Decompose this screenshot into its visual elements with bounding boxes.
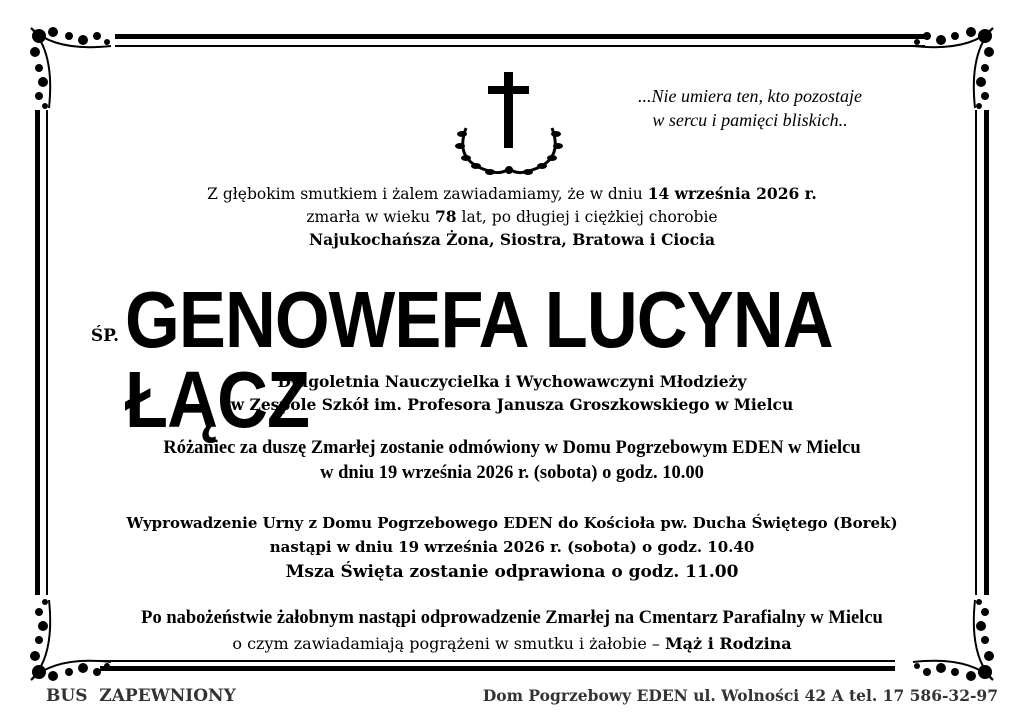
description-line-1: Długoletnia Nauczycielka i Wychowawczyni Młodzieży [277,372,747,391]
closing-line-1: Po nabożeństwie żałobnym nastąpi odprowadzenie Zmarłej na Cmentarz Parafialny w Mielcu [141,608,883,628]
deceased-name: GENOWEFA LUCYNA ŁĄCZ [125,275,831,444]
death-date: 14 września 2026 r. [647,184,817,203]
memorial-verse [560,84,940,132]
top-border-thin [115,45,925,47]
verse-line-1: ...Nie umiera ten, kto pozostaje [638,86,862,106]
name-prefix: ŚP. [90,326,120,346]
closing-line-2 [60,634,964,653]
age-prefix: zmarła w wieku [306,208,435,226]
corner-ornament-top-left-icon [25,22,115,112]
top-border-thick [115,34,925,39]
announcement-line-1 [60,184,964,203]
age-suffix: lat, po długiej i ciężkiej chorobie [456,208,718,226]
mass-line: Msza Święta zostanie odprawiona o godz. 11.00 [285,562,739,582]
rosary-line-1: Różaniec za duszę Zmarłej zostanie odmówiony w Domu Pogrzebowym EDEN w Mielcu [163,438,861,458]
bottom-border-thin [100,660,895,662]
procession-line-2: nastąpi w dniu 19 września 2026 r. (sobota) o godz. 10.40 [269,538,755,556]
closing-text: o czym zawiadamiają pogrążeni w smutku i żałobie – [232,634,665,653]
bus-notice: BUS ZAPEWNIONY [46,686,236,706]
announcement-text: Z głębokim smutkiem i żalem zawiadamiamy, że w dniu [207,185,648,203]
bottom-border-thick [100,666,895,671]
age-value: 78 [435,207,457,226]
cross-wreath-icon [446,68,572,180]
procession-line-1: Wyprowadzenie Urny z Domu Pogrzebowego EDEN do Kościoła pw. Ducha Świętego (Borek) [126,514,898,532]
rosary-line-2: w dniu 19 września 2026 r. (sobota) o godz. 10.00 [320,463,704,483]
announcement-line-2 [60,207,964,226]
verse-line-2: w sercu i pamięci bliskich.. [652,110,848,130]
relations-line: Najukochańsza Żona, Siostra, Bratowa i Ciocia [308,230,716,249]
family-signature: Mąż i Rodzina [664,634,792,653]
funeral-home-contact: Dom Pogrzebowy EDEN ul. Wolności 42 A tel. 17 586-32-97 [482,686,998,705]
description-line-2: w Zespole Szkół im. Profesora Janusza Groszkowskiego w Mielcu [230,395,794,414]
